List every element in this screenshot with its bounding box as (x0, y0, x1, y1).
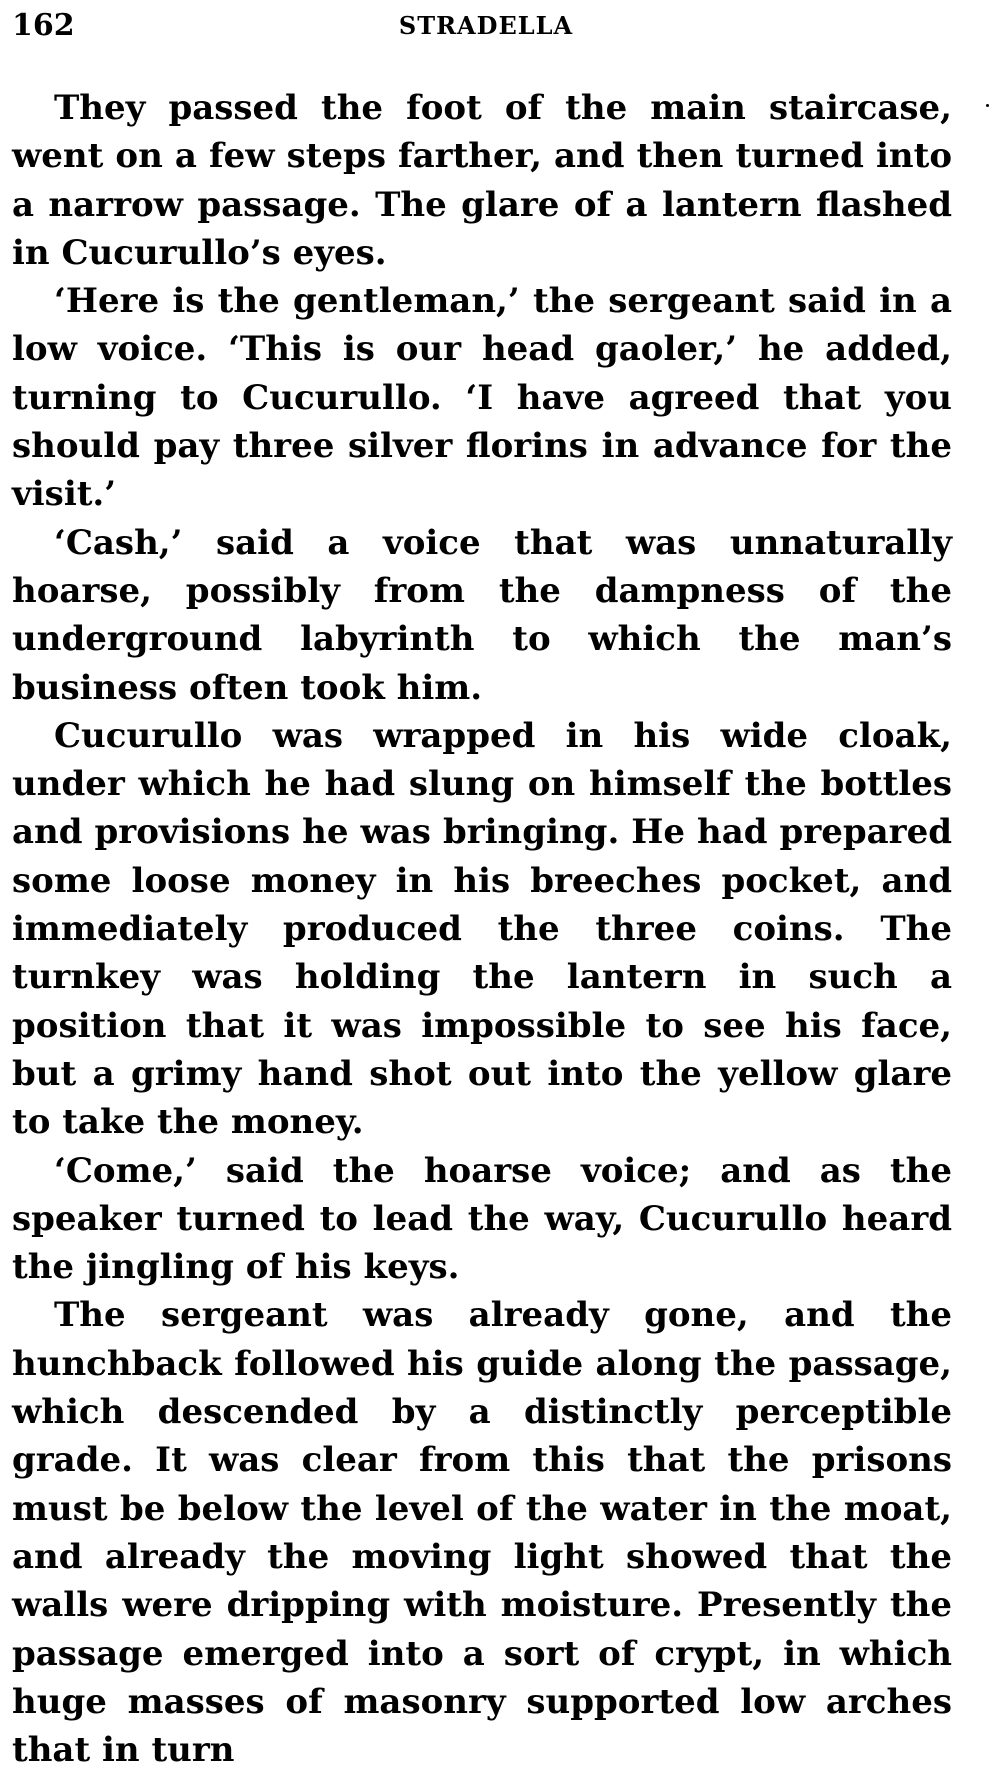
paragraph: ‘Cash,’ said a voice that was unnaturally hoarse, possibly from the dampness of the underground labyrinth to which the man’s business often took him. (12, 522, 952, 708)
paragraph: ‘Come,’ said the hoarse voice; and as the speaker turned to lead the way, Cucurullo heard the jingling of his keys. (12, 1150, 952, 1288)
paragraph: ‘Here is the gentleman,’ the sergeant said in a low voice. ‘This is our head gaoler,’ he added, turning to Cucurullo. ‘I have agreed that you should pay three silver florins in advance for the visit.’ (12, 281, 952, 515)
paragraph: They passed the foot of the main staircase, went on a few steps farther, and then turned into a narrow passage. The glare of a lantern flashed in Cucurullo’s eyes. (12, 88, 952, 273)
body-text (12, 84, 952, 1774)
paragraph: Cucurullo was wrapped in his wide cloak, under which he had slung on himself the bottles and provisions he was bringing. He had prepared some loose money in his breeches pocket, and immediately produced the three coins. The turnkey was holding the lantern in such a position that it was impossible to see his face, but a grimy hand shot out into the yellow glare to take the money. (12, 715, 952, 1143)
running-head: STRADELLA (398, 11, 574, 40)
page-number: 162 (12, 8, 75, 43)
paragraph: The sergeant was already gone, and the hunchback followed his guide along the passage, which descended by a distinctly perceptible grade. It was clear from this that the prisons must be below the level of the water in the moat, and already the moving light showed that the walls were dripping with moisture. Presently the passage emerged into a sort of crypt, in which huge masses of masonry supported low arches that in turn (12, 1295, 952, 1771)
stray-ink-mark (986, 104, 989, 107)
page-header (12, 6, 960, 46)
